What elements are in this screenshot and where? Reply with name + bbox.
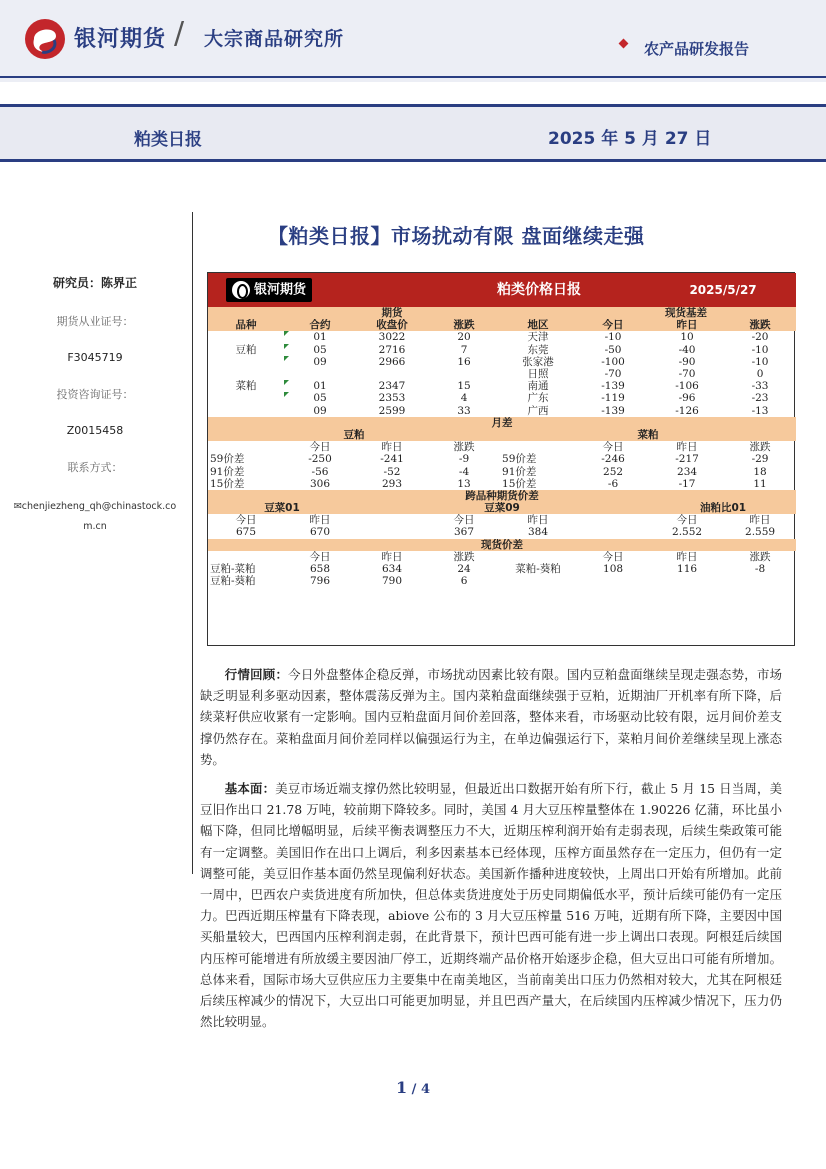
diamond-bullet-icon (619, 39, 629, 49)
analyst-sidebar (0, 268, 190, 537)
market-review-paragraph (200, 664, 782, 770)
table-row: 05 2353 4 广东 -119 -96 -23 (208, 392, 796, 404)
table-row: 豆粕 05 2716 7 东莞 -50 -40 -10 (235, 343, 769, 356)
cross-spread-subheader: 豆菜01 豆菜09 油粕比01 (208, 502, 796, 514)
spot-spread-header: 现货价差 (208, 539, 796, 551)
header-divider: / (174, 16, 185, 51)
table-logo: 银河期货 (226, 278, 312, 302)
report-type: 农产品研发报告 (644, 40, 750, 58)
futures-section-header: 期货 现货基差 (208, 307, 796, 319)
column-divider (192, 212, 193, 874)
market-review-text: 今日外盘整体企稳反弹，市场扰动因素比较有限。国内豆粕盘面继续呈现走强态势，市场缺乏明显利多驱动因素，整体震荡反弹为主。国内菜粕盘面继续强于豆粕，近期油厂开机率有所下降，后续菜籽供应收紧有一定影响。国内豆粕盘面月间价差回落，整体来看，市场驱动比较有限，远月间价差支撑仍然存在。菜粕盘面月间价差同样以偏强运行为主，在单边偏强运行下，菜粕月间价差继续呈现上涨态势。 (200, 667, 783, 767)
table-row: 15价差 306 293 13 15价差 -6 -17 11 (210, 477, 767, 490)
advisory-number: Z0015458 (66, 424, 124, 437)
galaxy-logo-icon (24, 18, 66, 60)
email-contact[interactable] (0, 497, 190, 537)
spread-col-header-row: 今日 昨日 涨跌 今日 昨日 涨跌 (309, 441, 771, 454)
page-number (0, 1078, 826, 1097)
table-row: 675 670 367 384 2.552 2.559 (235, 526, 776, 539)
table-date: 2025/5/27 (650, 273, 796, 307)
page-current: 1 (396, 1078, 408, 1097)
meal-price-table (207, 272, 795, 646)
table-title: 粕类价格日报 (428, 273, 650, 307)
column-header-row: 品种 合约 收盘价 涨跌 地区 今日 昨日 涨跌 (208, 319, 796, 331)
advisory-label: 投资咨询证号： (56, 388, 134, 401)
report-date: 2025 年 5 月 27 日 (548, 129, 712, 149)
report-header (0, 0, 826, 82)
license-label: 期货从业证号： (56, 315, 134, 328)
article-title: 【粕类日报】市场扰动有限 盘面继续走强 (268, 224, 645, 248)
report-title-bar (0, 104, 826, 162)
table-row: 09 2599 33 广西 -139 -126 -13 (313, 404, 769, 417)
table-row: 01 3022 20 天津 -10 10 -20 (208, 331, 796, 343)
table-row: 59价差 -250 -241 -9 59价差 -246 -217 -29 (210, 453, 769, 466)
page-separator: / (407, 1082, 421, 1097)
cross-spread-header: 跨品种期货价差 (208, 490, 796, 502)
researcher-name: 研究员：陈界正 (52, 276, 137, 290)
report-name: 粕类日报 (134, 130, 202, 150)
table-row: 菜粕 01 2347 15 南通 -139 -106 -33 (235, 380, 769, 393)
month-spread-header: 月差 (208, 417, 796, 429)
mail-icon: ✉ (13, 501, 22, 512)
report-body (200, 664, 782, 1040)
table-row: 91价差 -56 -52 -4 91价差 252 234 18 (210, 465, 767, 478)
galaxy-mini-icon (232, 281, 250, 299)
cross-col-header-row: 今日 昨日 今日 昨日 今日 昨日 (235, 514, 771, 527)
header-rule (0, 76, 826, 78)
spot-col-header-row: 今日 昨日 涨跌 今日 昨日 涨跌 (309, 550, 771, 563)
table-row: 09 2966 16 张家港 -100 -90 -10 (208, 356, 796, 368)
page-total: 4 (420, 1082, 430, 1097)
contact-label: 联系方式： (67, 461, 123, 474)
fundamentals-label: 基本面： (224, 781, 276, 797)
fundamentals-text: 美豆市场近端支撑仍然比较明显，但最近出口数据开始有所下行，截止 5 月 15 日当周，美豆旧作出口 21.78 万吨，较前期下降较多。同时，美国 4 月大豆压榨量整体在 1.90226 亿蒲，环比虽小幅下降，但同比增幅明显，后续平衡表调整压力不大，近期压榨利润开始有走弱表现，后续生柴政策可能有一定调整。美国旧作在出口上调后，利多因素基本已经体现，压榨方面虽然存在一定压力，但仍有一定调整可能，美豆旧作基本面仍然呈现偏利好状态。美国新作播种进度较快，上周出口开始有所增加。此前一周中，巴西农户卖货进度有所加快，但总体卖货进度处于历史同期偏低水平，预计后续可能仍有一定压力。巴西近期压榨量有下降表现，abiove 公布的 3 月大豆压榨量 516 万吨，近期有所下降，主要因中国买船量较大，巴西国内压榨利润走弱，在此背景下，预计巴西可能有进一步上调出口表现。阿根廷后续国内压榨可能增进有所放缓主要因油厂停工，近期终端产品价格开始逐步企稳，但大豆出口可能有所增加。总体来看，国际市场大豆供应压力主要集中在南美地区，当前南美出口压力仍然相对较大，尤其在阿根廷后续压榨减少的情况下，大豆出口可能更加明显，并且巴西产量大，在后续国内压榨减少情况下，压力仍然比较明显。 (200, 781, 782, 1030)
table-row: 豆粕-菜粕 658 634 24 菜粕-葵粕 108 116 -8 (210, 563, 766, 576)
month-spread-subheader: 豆粕 菜粕 (208, 429, 796, 441)
institute-name: 大宗商品研究所 (204, 28, 345, 50)
brand-name: 银河期货 (74, 27, 167, 52)
table-row: 日照 -70 -70 0 (527, 368, 764, 381)
table-row: 豆粕-葵粕 796 790 6 (210, 575, 468, 588)
fundamentals-paragraph (200, 778, 782, 1032)
license-number: F3045719 (67, 351, 123, 364)
table-banner (208, 273, 796, 307)
email-address[interactable]: chenjiezheng_qh@chinastock.com.cn (21, 501, 177, 532)
market-review-label: 行情回顾： (224, 667, 289, 682)
